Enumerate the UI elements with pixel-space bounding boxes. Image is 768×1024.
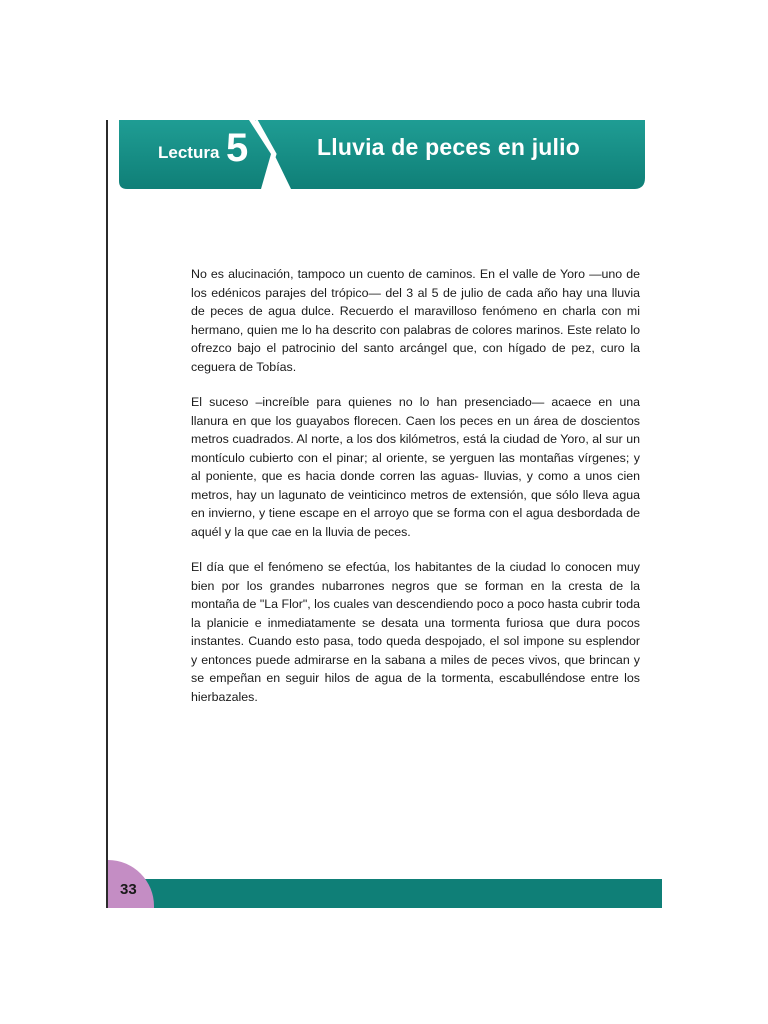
paragraph-2: El suceso –increíble para quienes no lo han presenciado— acaece en una llanura en que los guayabos florecen. Caen los peces en un área de doscientos metros cuadrados. Al norte, a los dos kilómetros, está la ciudad de Yoro, al sur un montículo cubierto con el pinar; al oriente, se yerguen las montañas vírgenes; y al poniente, que es hacia donde corren las aguas- lluvias, y como a unos cien metros, hay un lagunato de veinticinco metros de extensión, que sólo lleva agua en invierno, y tiene escape en el arroyo que se forma con el agua desbordada de aquél y la que cae en la lluvia de peces. bbox=[191, 395, 640, 539]
reading-body bbox=[191, 265, 640, 723]
lectura-number: 5 bbox=[226, 126, 249, 170]
page-margin-rule bbox=[106, 120, 108, 908]
page-number: 33 bbox=[120, 881, 137, 898]
paragraph-3: El día que el fenómeno se efectúa, los habitantes de la ciudad lo conocen muy bien por los grandes nubarrones negros que se forman en la cresta de la montaña de "La Flor", los cuales van descendiendo poco a poco hasta cubrir toda la planicie e inmediatamente se desata una tormenta furiosa que dura pocos instantes. Cuando esto pasa, todo queda despojado, el sol impone su esplendor y entonces puede admirarse en la sabana a miles de peces vivos, que brincan y se empeñan en seguir hilos de agua de la tormenta, escabulléndose entre los hierbazales. bbox=[191, 560, 640, 704]
footer-bar bbox=[108, 879, 662, 908]
paragraph-1: No es alucinación, tampoco un cuento de caminos. En el valle de Yoro —uno de los edénicos parajes del trópico— del 3 al 5 de julio de cada año hay una lluvia de peces de agua dulce. Recuerdo el maravilloso fenómeno en charla con mi hermano, quien me lo ha descrito con palabras de colores marinos. Este relato lo ofrezco bajo el patrocinio del santo arcángel que, con hígado de pez, curo la ceguera de Tobías. bbox=[191, 267, 640, 374]
lectura-label: Lectura bbox=[158, 143, 220, 162]
reading-title: Lluvia de peces en julio bbox=[317, 134, 580, 160]
